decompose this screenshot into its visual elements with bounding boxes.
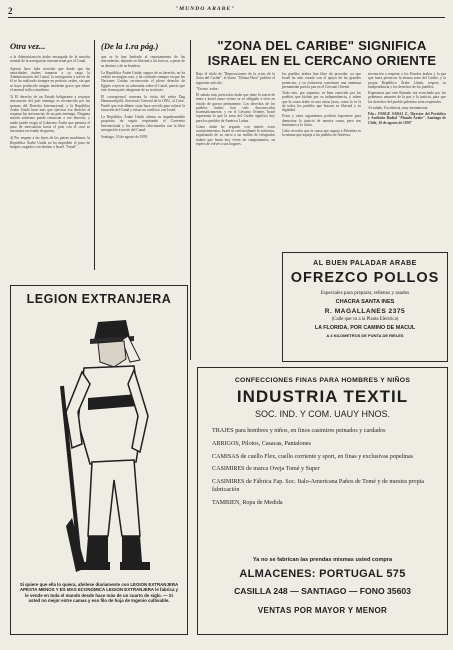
col2-heading: (De la 1.ra pág.) xyxy=(101,41,159,51)
article-paragraph: Al saludo, Excelencia, muy atentamente, xyxy=(368,105,429,110)
article-paragraph: "Excmo. señor: xyxy=(196,86,219,91)
soldier-illustration xyxy=(36,312,166,578)
ad-pollos xyxy=(282,252,448,362)
article-paragraph: Esperamos que este llamado sea escuchado por los gobiernos amantes de la paz y la justicia, para que los derechos del pueblo palestino sean respetados. xyxy=(368,91,446,104)
col1-text xyxy=(10,55,90,149)
product-item: TAMBIEN, Ropa de Medida xyxy=(212,499,283,506)
product-item: CASIMIRES de Fábrica Fap. Soc. Italo-Americana Paños de Tomé y de nuestra propia fabricación xyxy=(212,479,425,493)
col1-paragraph: Apenas hace falta recordar que desde que las autoridades árabes tomaron a su cargo la Administración del Canal, la navegación a través de él se ha realizado siempre en perfecto orden, sin que se haya producido ningún incidente grave que altere el normal tráfico marítimo. xyxy=(10,66,90,92)
masthead: "MUNDO ARABE" xyxy=(175,6,236,12)
article-paragraph: tervención a respetar a los Estados árabes y la paz que fuera preservar la misma zona del Caribe, y la propia República Árabe Unida, respeta su independencia y los derechos de los pueblos. xyxy=(368,72,446,89)
article-col-a xyxy=(196,72,275,146)
col1-paragraph: 4) Por respeto a las leyes de los países marítimos, la República Árabe Unida no ha impedido el paso de buques cargados con destino a Israel. "Israel" ... xyxy=(10,136,90,149)
col2-paragraph: que se le han limitado al requisamiento de las mercaderías, dejando en libertad a los barcos, a pesar de su destino o de su bandera. xyxy=(101,55,185,68)
column-divider xyxy=(94,40,95,270)
ad-textil-tagline: CONFECCIONES FINAS PARA HOMBRES Y NIÑOS xyxy=(234,377,411,384)
product-item: ABRIGOS, Pilotos, Casacas, Pantalones xyxy=(212,440,311,447)
ad-textil-contact: CASILLA 248 — SANTIAGO — FONO 35603 xyxy=(234,586,411,596)
ad-pollos-pre: AL BUEN PALADAR ARABE xyxy=(313,260,417,267)
ad-pollos-owner: R. MAGALLANES 2375 xyxy=(324,308,406,315)
product-item: TRAJES para hombres y niños, en finos casimires peinados y cardados xyxy=(212,428,386,434)
col1-paragraph: a la Administración árabe encargada de la marcha normal de la navegación internacional por el Canal. xyxy=(10,55,90,64)
ad-textil xyxy=(197,367,448,635)
article-col-c xyxy=(368,72,446,125)
article-paragraph: Todo esto, por supuesto, es bien conocido por los pueblos que luchan por su independencia, y saben que la causa árabe es una causa justa, como lo es la de todos los pueblos que buscan su libertad y su dignidad. xyxy=(282,91,361,112)
ad-textil-name: INDUSTRIA TEXTIL xyxy=(236,387,409,406)
ad-legion xyxy=(10,285,188,635)
article-paragraph: los pueblos árabes han libre de proceder, ya que Israel ha sido creado con el apoyo de las grandes potencias, y su existencia constituye una amenaza permanente para la paz en el Cercano Oriente. xyxy=(282,72,361,89)
ad-pollos-main: OFREZCO POLLOS xyxy=(290,270,440,286)
col1-heading: Otra vez... xyxy=(10,41,46,51)
product-item: CASIMIRES de marca Oveja Tomé y Super xyxy=(212,466,320,473)
article-paragraph: Cabe recordar que la causa que aqueja a Palestina es la misma que aqueja a los pueblos de América. xyxy=(282,129,361,138)
col2-paragraph: La República Árabe Unida afirma su inquebrantable propósito de seguir respetando el Convenio Internacional y los acuerdos relacionados con la libre navegación a través del Canal. xyxy=(101,115,185,132)
ad-pollos-location: LA FLORIDA, POR CAMINO DE MACUL xyxy=(314,325,416,331)
ad-textil-products xyxy=(212,428,435,508)
article-paragraph: Estos y otros argumentos podrían exponerse para demostrar la justicia de nuestra causa, pero nos limitamos a lo dicho. xyxy=(282,114,361,127)
ad-legion-title: LEGION EXTRANJERA xyxy=(26,292,172,306)
article-paragraph: Bajo el título de "Repercusiones de la crisis de la Zona del Caribe", el diario "Ultima Hora" publicó el siguiente artículo: xyxy=(196,72,275,85)
headline: "ZONA DEL CARIBE" SIGNIFICA ISRAEL EN EL CERCANO ORIENTE xyxy=(207,38,437,68)
col2-paragraph: Santiago, 10 de agosto de 1959. xyxy=(101,135,149,139)
ad-textil-stores: ALMACENES: PORTUGAL 575 xyxy=(239,568,406,580)
ad-pollos-farm: CHACRA SANTA INES xyxy=(335,299,395,305)
top-rule xyxy=(8,17,445,18)
page-number: 2 xyxy=(8,6,13,16)
ad-textil-sales: VENTAS POR MAYOR Y MENOR xyxy=(257,606,388,615)
product-item: CAMISAS de cuello Flex, cuello corriente y sport, en finas y exclusivas popelinas xyxy=(212,453,414,460)
ad-textil-notice: Ya no se fabrican las prendas mismas usted compra xyxy=(252,557,393,563)
col2-paragraph: La República Árabe Unida, segura de su derecho, no ha cedido en ningún caso, y ha confiado siempre en que las Naciones Unidas reconocerán el pleno derecho de Egipto a ejercer su soberanía sobre el Canal, puesto que este forma parte integrante de su territorio. xyxy=(101,70,185,92)
ad-textil-company: SOC. IND. Y COM. UAUY HNOS. xyxy=(254,409,391,419)
article-paragraph: Como árabe he seguido con interés estos acontecimientos. Israel se creó mediante la violencia, expulsando de su tierra a un millón de refugiados árabes que hasta hoy viven en campamentos, en espera de volver a sus hogares. xyxy=(196,124,275,146)
article-paragraph: El saludo más protocolar árabe que tiene la suerte de tener a Israel como vecino se ve obligado a vivir en estado de guerra permanente. Los derechos de los pueblos árabes han sido desconocidos sistemáticamente, y en el Cercano Oriente, Israel representa lo que la zona del Caribe significa hoy para los pueblos de América Latina. xyxy=(196,93,275,123)
ad-pollos-address: (Calle que va a la Planta Eléctrica) xyxy=(331,317,399,322)
col2-paragraph: El corresponsal comenta la visita del señor Dag Hammarskjöld, Secretario General de la ONU, al Cairo. Puede que este último viaje haya servido para aclarar la situación del Canal y evitar un conflicto con Israel. xyxy=(101,95,185,112)
col1-paragraph: 3) El derecho de un Estado beligerante a requisar mercancías del país enemigo es reconocido por las normas del Derecho Internacional, y la República Árabe Unida hace más que ejercitar ese derecho al requisar las mercancías de un país enemigo. Ninguna nación soberana puede renunciar a ese derecho, y nadie puede exigir al Gobierno Árabe que permita el paso de mercancías hacia el país con el cual se encuentra en estado de guerra. xyxy=(10,95,90,133)
ad-pollos-sub: Especiales para preparar, rellenos y asados xyxy=(320,290,410,296)
article-signature: Fdo.: JORGE SABAJ Z., Director del Periódico y Audición Radial "Mundo Árabe". Santiago de Chile, 10 de agosto de 1959" xyxy=(368,112,446,125)
column-divider xyxy=(190,40,191,360)
article-col-b xyxy=(282,72,361,138)
ad-pollos-km: A 4 KILOMETROS DE PUNTA DE RIELES xyxy=(326,333,404,338)
ad-legion-caption: Si quiere que ella lo quiera, afeitese diariamente con LEGION EXTRANJERA APESTA MENOS Y ES MAS ECONOMICA LEGION EXTRANJERA le fabrica y le vende en toda el mundo desde hace más de un cuarto de siglo. — Si usted no mejor entre camas y eso filo de hoja de Ingenio cultivable. xyxy=(19,582,179,604)
col2-text xyxy=(101,55,185,139)
